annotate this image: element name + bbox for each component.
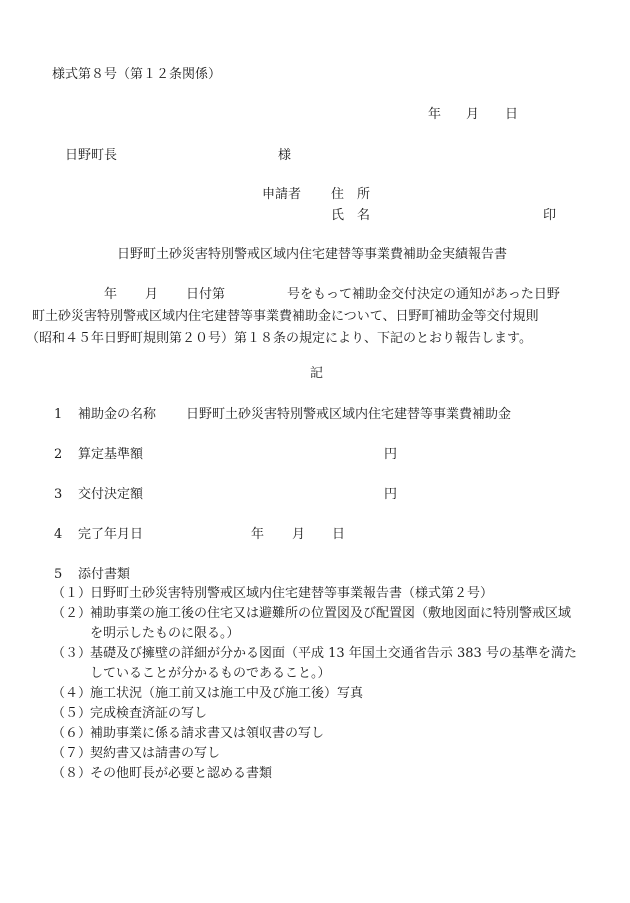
attachment-7-number: （７） <box>52 746 92 761</box>
attachment-6-number: （６） <box>52 726 92 741</box>
attachment-6-line-1: 補助事業に係る請求書又は領収書の写し <box>90 726 325 741</box>
date-year-label: 年 <box>428 107 442 122</box>
attachment-5-line-1: 完成検査済証の写し <box>90 706 208 721</box>
attachment-7-line-1: 契約書又は請書の写し <box>90 746 221 761</box>
attachment-3-line-1: 基礎及び擁壁の詳細が分かる図面（平成 13 年国土交通省告示 383 号の基準を満た <box>90 646 577 661</box>
attachment-2-number: （２） <box>52 606 92 621</box>
seal-mark: 印 <box>543 208 557 223</box>
attachment-2-line-1: 補助事業の施工後の住宅又は避難所の位置図及び配置図（敷地図面に特別警戒区域 <box>90 606 572 621</box>
addressee-name: 日野町長 <box>65 148 118 163</box>
attachment-8-number: （８） <box>52 766 92 781</box>
paragraph-line1-rest: 号をもって補助金交付決定の通知があった日野 <box>287 287 560 302</box>
date-month-label: 月 <box>466 107 480 122</box>
item-3-unit: 円 <box>384 487 398 502</box>
paragraph-line-2: 町土砂災害特別警戒区域内住宅建替等事業費補助金について、日野町補助金等交付規則 <box>32 309 539 324</box>
paragraph-line-3: （昭和４５年日野町規則第２０号）第１８条の規定により、下記のとおり報告します。 <box>26 331 532 346</box>
item-4-label: 完了年月日 <box>78 527 144 542</box>
attachment-4-number: （４） <box>52 686 92 701</box>
attachment-4-line-1: 施工状況（施工前又は施工中及び施工後）写真 <box>90 686 364 701</box>
item-2-label: 算定基準額 <box>78 447 144 462</box>
ki-heading: 記 <box>310 366 324 381</box>
form-number: 様式第８号（第１２条関係） <box>52 67 222 82</box>
paragraph-line-1 <box>52 284 582 306</box>
item-1-value: 日野町土砂災害特別警戒区域内住宅建替等事業費補助金 <box>186 407 512 422</box>
paragraph-date-prefix: 日付第 <box>186 287 226 302</box>
date-day-label: 日 <box>505 107 519 122</box>
item-1-label: 補助金の名称 <box>78 407 157 422</box>
item-1-number: 1 <box>54 407 63 422</box>
report-paragraph <box>26 284 582 350</box>
item-5-label: 添付書類 <box>78 567 131 582</box>
applicant-label: 申請者 <box>262 187 302 202</box>
item-4-day: 日 <box>332 527 346 542</box>
attachment-8-line-1: その他町長が必要と認める書類 <box>90 766 273 781</box>
item-2-unit: 円 <box>384 447 398 462</box>
attachment-1-number: （１） <box>52 586 92 601</box>
attachment-3-number: （３） <box>52 646 92 661</box>
item-4-month: 月 <box>292 527 306 542</box>
addressee-honorific: 様 <box>278 148 292 163</box>
item-3-number: 3 <box>54 487 63 502</box>
attachment-2-line-2: を明示したものに限る。） <box>90 626 240 641</box>
item-4-year: 年 <box>251 527 265 542</box>
applicant-address-label: 住 所 <box>331 187 371 202</box>
paragraph-year: 年 <box>104 287 118 302</box>
item-4-number: 4 <box>54 527 63 542</box>
item-2-number: 2 <box>54 447 63 462</box>
item-3-label: 交付決定額 <box>78 487 144 502</box>
attachment-1-line-1: 日野町土砂災害特別警戒区域内住宅建替等事業報告書（様式第２号） <box>90 586 494 601</box>
applicant-name-label: 氏 名 <box>331 208 371 223</box>
item-5-number: 5 <box>54 567 63 582</box>
attachment-3-line-2: していることが分かるものであること。） <box>90 666 331 681</box>
document-title: 日野町土砂災害特別警戒区域内住宅建替等事業費補助金実績報告書 <box>117 247 508 262</box>
attachment-5-number: （５） <box>52 706 92 721</box>
paragraph-month: 月 <box>145 287 159 302</box>
